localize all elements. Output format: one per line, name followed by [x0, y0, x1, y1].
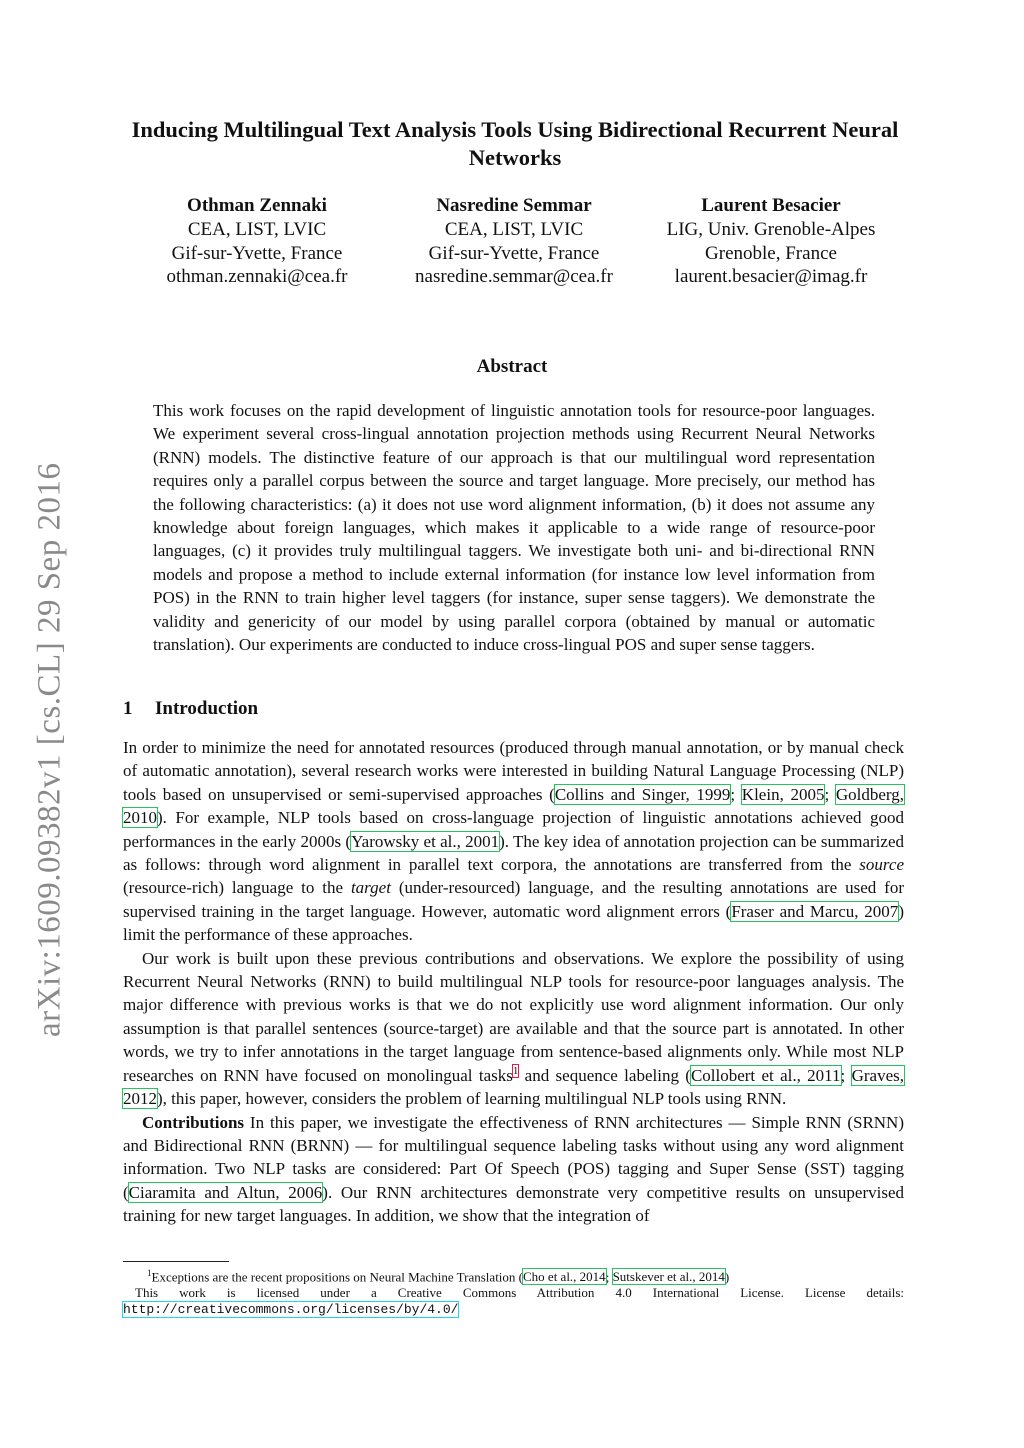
- text-run: ;: [840, 1065, 852, 1085]
- author-2: [374, 194, 654, 289]
- text-run: (resource-rich) language to the: [123, 878, 351, 898]
- paper-title: Inducing Multilingual Text Analysis Tools Using Bidirectional Recurrent Neural Networks: [131, 117, 899, 170]
- text-run: ). Our RNN architectures demonstrate very competitive results on unsupervised training for new target languages. In addition, we show that the integration of: [123, 1182, 904, 1226]
- text-run: ), this paper, however, considers the problem of learning multilingual NLP tools using RNN.: [157, 1089, 787, 1109]
- paragraph-3: [123, 1111, 904, 1228]
- paragraph-2: [123, 947, 904, 1111]
- citation-link[interactable]: Collins and Singer, 1999: [554, 784, 731, 804]
- footnote-1: [123, 1265, 904, 1285]
- author-email: othman.zennaki@cea.fr: [166, 266, 348, 288]
- citation-link[interactable]: Klein, 2005: [741, 784, 825, 804]
- text-run: In this paper, we investigate the effectiveness of RNN architectures — Simple RNN (SRNN) and Bidirectional RNN (BRNN) — for multilingual sequence labeling tasks without using any word alignment information. Two NLP tasks are considered: Part Of Speech (POS) tagging and Super Sense (SST) tagging (: [123, 1112, 904, 1202]
- paragraph-lead: Contributions: [142, 1112, 245, 1132]
- author-name: Nasredine Semmar: [436, 195, 592, 216]
- citation-link[interactable]: Graves, 2012: [123, 1065, 905, 1109]
- abstract-heading: Abstract: [476, 356, 548, 377]
- license-note: [123, 1285, 904, 1318]
- footnote-rule: [123, 1261, 229, 1262]
- text-run: In order to minimize the need for annotated resources (produced through manual annotation, or by manual check of automatic annotation), several research works were interested in building Natural Language Processing (NLP) tools based on unsupervised or semi-supervised approaches (: [123, 738, 904, 804]
- abstract-text: This work focuses on the rapid development of linguistic annotation tools for resource-poor languages. We experiment several cross-lingual annotation projection methods using Recurrent Neural Networks (RNN) models. The distinctive feature of our approach is that our multilingual word representation requires only a parallel corpus between the source and target language. More precisely, our method has the following characteristics: (a) it does not use word alignment information, (b) it does not assume any knowledge about foreign languages, which makes it applicable to a wide range of resource-poor languages, (c) it provides truly multilingual taggers. We investigate both uni- and bi-directional RNN models and propose a method to include external information (for instance low level information from POS) in the RNN to train higher level taggers (for instance, super sense taggers). We demonstrate the validity and genericity of our model by using parallel corpora (obtained by manual or automatic translation). Our experiments are conducted to induce cross-lingual POS and super sense taggers.: [153, 401, 875, 655]
- text-run: and sequence labeling (: [518, 1065, 691, 1085]
- footnote-mark: 1: [147, 1268, 152, 1278]
- text-run: ). For example, NLP tools based on cross-language projection of linguistic annotations achieved good performances in the early 2000s (: [123, 808, 904, 851]
- author-affiliation: LIG, Univ. Grenoble-Alpes: [666, 218, 876, 240]
- author-location: Gif-sur-Yvette, France: [171, 242, 343, 264]
- author-location: Grenoble, France: [705, 242, 837, 264]
- emphasis: target: [350, 878, 391, 898]
- citation-link[interactable]: Cho et al., 2014: [523, 1269, 606, 1285]
- text-run: ): [724, 1269, 730, 1285]
- text-run: ;: [730, 784, 742, 804]
- citation-link[interactable]: Yarowsky et al., 2001: [351, 831, 500, 851]
- emphasis: source: [859, 855, 904, 875]
- text-run: Our work is built upon these previous contributions and observations. We explore the possibility of using Recurrent Neural Networks (RNN) to build multilingual NLP tools for resource-poor languages analysis. The major difference with previous works is that we do not explicitly use word alignment information. Our only assumption is that parallel sentences (source-target) are available and that the source part is annotated. In other words, we try to infer annotations in the target language from sentence-based alignments only. While most NLP researches on RNN have focused on monolingual tasks: [123, 948, 904, 1085]
- section-heading: [123, 698, 258, 720]
- text-run: ). The key idea of annotation projection can be summarized as follows: through word alignment in parallel text corpora, the annotations are transferred from the: [123, 831, 904, 875]
- text-run: This work is licensed under a Creative Commons Attribution 4.0 International License. License details:: [135, 1285, 904, 1301]
- author-1: [117, 194, 397, 289]
- license-url-link[interactable]: http://creativecommons.org/licenses/by/4.0/: [123, 1302, 459, 1318]
- text-run: ;: [605, 1269, 613, 1285]
- citation-link[interactable]: Goldberg, 2010: [123, 784, 905, 828]
- citation-link[interactable]: Collobert et al., 2011: [690, 1065, 841, 1085]
- author-affiliation: CEA, LIST, LVIC: [444, 218, 584, 240]
- paragraph-1: [123, 736, 904, 947]
- citation-link[interactable]: Sutskever et al., 2014: [612, 1269, 725, 1285]
- author-name: Laurent Besacier: [701, 195, 841, 216]
- author-email: nasredine.semmar@cea.fr: [415, 266, 613, 288]
- citation-link[interactable]: Fraser and Marcu, 2007: [731, 901, 899, 921]
- footnote-reference[interactable]: 1: [512, 1065, 519, 1078]
- text-run: ;: [824, 784, 836, 804]
- arxiv-identifier: arXiv:1609.09382v1 [cs.CL] 29 Sep 2016: [31, 462, 68, 1038]
- author-block: [0, 194, 1024, 294]
- text-run: Exceptions are the recent propositions on Neural Machine Translation (: [151, 1269, 523, 1285]
- section-title: Introduction: [155, 698, 259, 719]
- author-3: [631, 194, 911, 289]
- body-text: [123, 736, 904, 1228]
- author-email: laurent.besacier@imag.fr: [674, 266, 868, 288]
- author-location: Gif-sur-Yvette, France: [428, 242, 600, 264]
- text-run: ) limit the performance of these approaches.: [123, 901, 904, 945]
- footnotes: [123, 1265, 904, 1318]
- citation-link[interactable]: Ciaramita and Altun, 2006: [128, 1182, 323, 1202]
- author-name: Othman Zennaki: [187, 195, 327, 216]
- text-run: (under-resourced) language, and the resulting annotations are used for supervised training in the target language. However, automatic word alignment errors (: [123, 878, 905, 921]
- section-number: 1: [123, 698, 133, 719]
- author-affiliation: CEA, LIST, LVIC: [187, 218, 327, 240]
